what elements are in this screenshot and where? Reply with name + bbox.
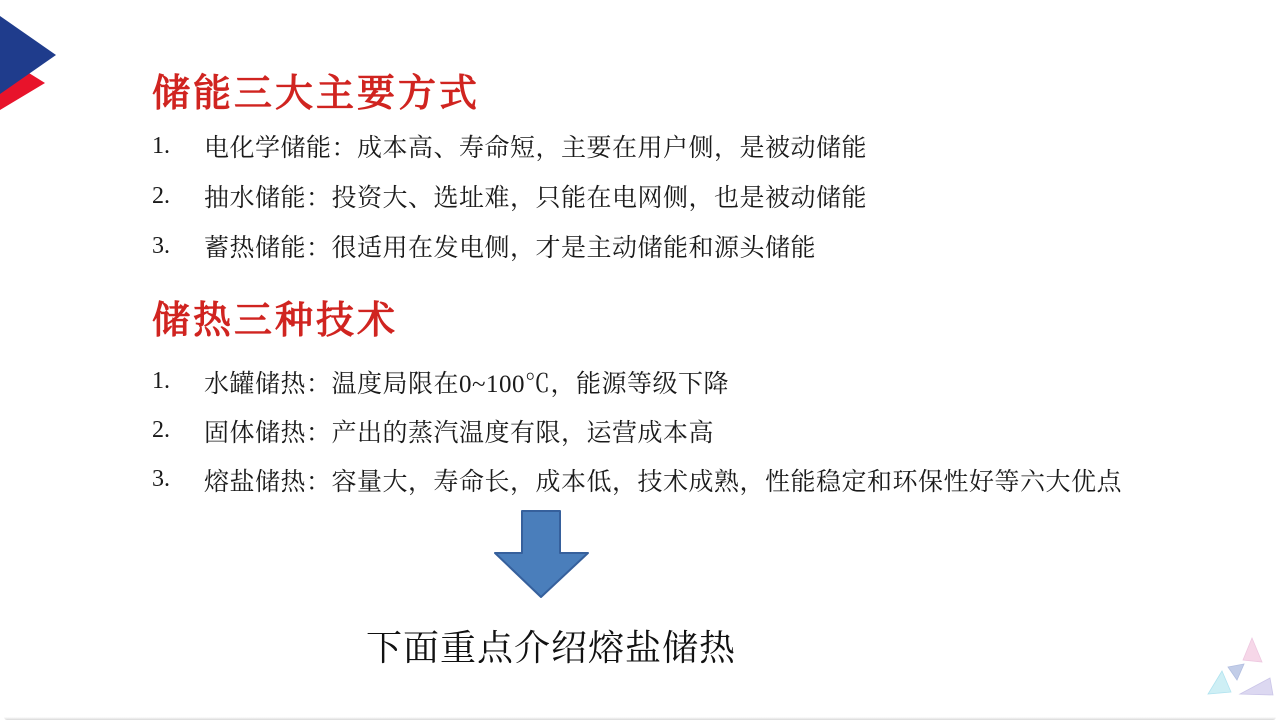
list-item-number: 1. (152, 368, 170, 394)
section2-list (152, 357, 1122, 504)
section1-list (152, 121, 867, 271)
list-item-text: 抽水储能：投资大、选址难，只能在电网侧，也是被动储能 (204, 185, 868, 212)
down-arrow-icon (494, 510, 589, 598)
logo-lavender-triangle-icon (1240, 678, 1273, 695)
list-item (152, 171, 867, 221)
logo-pink-triangle-icon (1243, 638, 1262, 662)
slide-caption: 下面重点介绍熔盐储热 (366, 628, 737, 668)
list-item-number: 1. (152, 132, 170, 159)
list-item (152, 455, 1122, 504)
list-item (152, 121, 867, 171)
list-item-text: 熔盐储热：容量大，寿命长，成本低，技术成熟，性能稳定和环保性好等六大优点 (204, 468, 1123, 496)
down-arrow-shape (495, 511, 588, 597)
list-item-text: 水罐储热：温度局限在0~100℃，能源等级下降 (204, 370, 730, 398)
corner-flag-icon (0, 0, 60, 112)
list-item-number: 2. (152, 417, 170, 443)
list-item (152, 221, 867, 271)
list-item-number: 2. (152, 182, 170, 209)
list-item (152, 406, 1122, 455)
logo-blue-triangle-icon (1228, 664, 1244, 680)
logo-cyan-triangle-icon (1208, 671, 1231, 694)
list-item-number: 3. (152, 466, 170, 492)
watermark-logo-icon (1198, 633, 1280, 703)
list-item-number: 3. (152, 232, 170, 259)
list-item-text: 蓄热储能：很适用在发电侧，才是主动储能和源头储能 (204, 235, 817, 262)
section2-heading: 储热三种技术 (152, 300, 399, 342)
list-item (152, 357, 1122, 406)
list-item-text: 电化学储能：成本高、寿命短，主要在用户侧，是被动储能 (204, 135, 868, 162)
section1-heading: 储能三大主要方式 (152, 73, 481, 115)
list-item-text: 固体储热：产出的蒸汽温度有限，运营成本高 (204, 419, 715, 447)
